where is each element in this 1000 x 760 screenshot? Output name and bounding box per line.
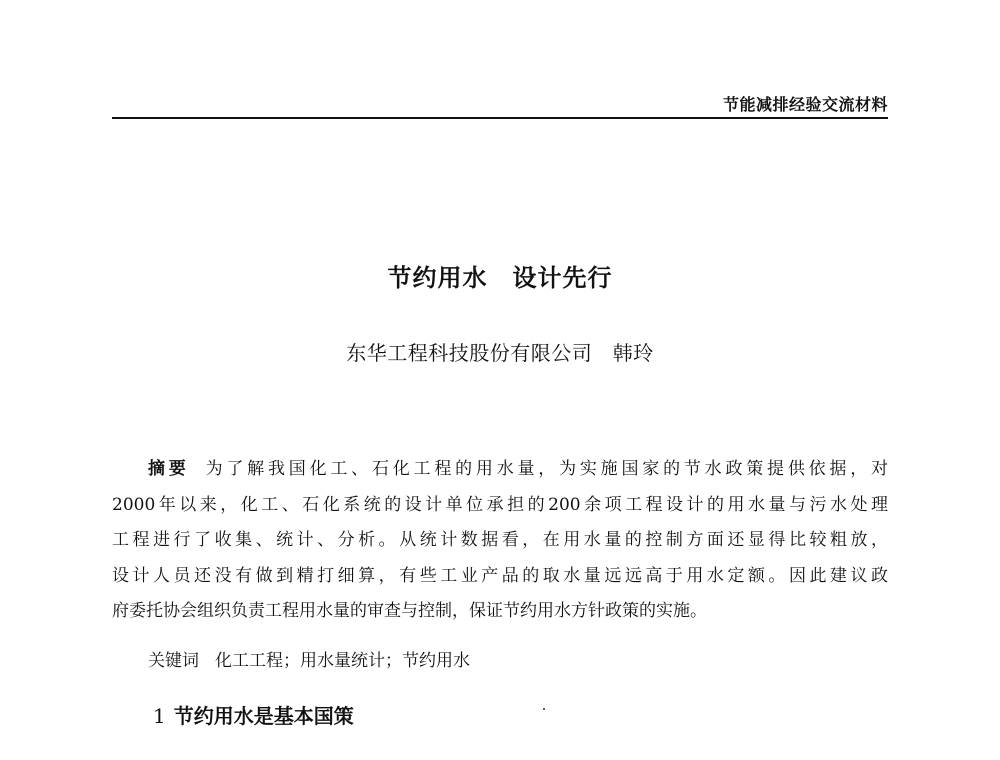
keywords xyxy=(148,646,470,671)
section-heading xyxy=(153,700,354,729)
article-title: 节约用水 设计先行 xyxy=(387,264,613,292)
section-title: 节约用水是基本国策 xyxy=(173,704,354,728)
abstract-line: 府委托协会组织负责工程用水量的审查与控制，保证节约用水方针政策的实施。 xyxy=(112,601,707,621)
author-byline: 东华工程科技股份有限公司 韩玲 xyxy=(346,341,654,365)
section-number: 1 xyxy=(153,704,166,728)
abstract-line: 工程进行了收集、统计、分析。从统计数据看，在用水量的控制方面还显得比较粗放， xyxy=(112,530,888,550)
header-rule xyxy=(112,117,888,119)
abstract-line: 设计人员还没有做到精打细算，有些工业产品的取水量远远高于用水定额。因此建议政 xyxy=(112,565,888,586)
abstract xyxy=(112,452,888,630)
scan-speck xyxy=(543,708,545,710)
keywords-label: 关键词 xyxy=(148,651,199,671)
abstract-label: 摘要 xyxy=(148,459,190,479)
abstract-text: 为了解我国化工、石化工程的用水量，为实施国家的节水政策提供依据，对 xyxy=(205,459,889,479)
running-header: 节能减排经验交流材料 xyxy=(722,95,888,114)
abstract-line: 2000年以来，化工、石化系统的设计单位承担的200余项工程设计的用水量与污水处理 xyxy=(112,494,888,515)
abstract-line xyxy=(112,452,888,488)
keywords-text: 化工工程；用水量统计；节约用水 xyxy=(215,651,470,671)
